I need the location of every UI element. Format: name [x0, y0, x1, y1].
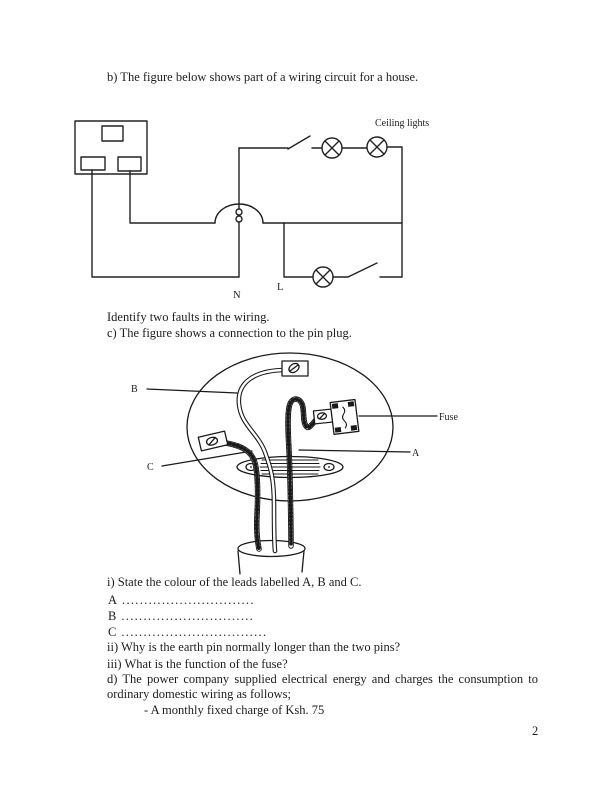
wiring-circuit-figure [55, 112, 470, 302]
page-number: 2 [532, 724, 539, 738]
label-c: C [147, 462, 154, 473]
question-c-text: c) The figure shows a connection to the pin plug. [107, 326, 352, 340]
answer-line [108, 624, 267, 640]
question-b-text: b) The figure below shows part of a wiring circuit for a house. [107, 70, 419, 84]
question-d-bullet: - A monthly fixed charge of Ksh. 75 [144, 703, 325, 717]
lamp-icon [313, 267, 333, 287]
answer-label: B [108, 609, 117, 623]
switch-blade-icon [288, 136, 310, 149]
question-iii-text: iii) What is the function of the fuse? [107, 657, 288, 671]
question-i-text: i) State the colour of the leads labelled A, B and C. [107, 575, 362, 589]
lamp-icon [322, 138, 342, 158]
answer-line [108, 608, 254, 624]
junction-bead-icon [236, 216, 242, 222]
label-b-leader [147, 389, 237, 393]
right-vertical-wire [387, 147, 402, 277]
live-drop-wire [284, 223, 313, 277]
question-d-line1: d) The power company supplied electrical energy and charges the consumption to [107, 672, 538, 686]
junction-bead-icon [236, 209, 242, 215]
right-lead-and-mid-wire [130, 171, 215, 223]
label-b: B [131, 384, 138, 395]
fuse-cartridge [330, 400, 359, 435]
neutral-label: N [233, 290, 241, 301]
answer-label: A [108, 593, 118, 607]
lamp-icon [367, 137, 387, 157]
answer-line [108, 592, 255, 608]
neutral-terminal [198, 431, 227, 451]
question-ii-text: ii) Why is the earth pin normally longer than the two pins? [107, 640, 401, 654]
label-a: A [412, 448, 420, 459]
fuse-label: Fuse [439, 412, 458, 423]
cable-sheath-rim [238, 541, 305, 557]
consumer-unit-box [75, 121, 147, 174]
answer-label: C [108, 625, 117, 639]
ceiling-lights-label: Ceiling lights [375, 118, 430, 129]
pin-plug-figure [125, 350, 470, 578]
identify-faults-text: Identify two faults in the wiring. [107, 310, 270, 324]
earth-terminal [282, 361, 308, 376]
answer-dots: ................................. [121, 625, 268, 639]
live-terminal [313, 409, 332, 424]
question-d-line2: ordinary domestic wiring as follows; [107, 687, 291, 701]
answer-dots: .............................. [122, 593, 255, 607]
answer-dots: .............................. [121, 609, 255, 623]
label-a-leader [299, 450, 410, 452]
live-label: L [277, 282, 284, 293]
switch-blade-icon [348, 263, 377, 277]
